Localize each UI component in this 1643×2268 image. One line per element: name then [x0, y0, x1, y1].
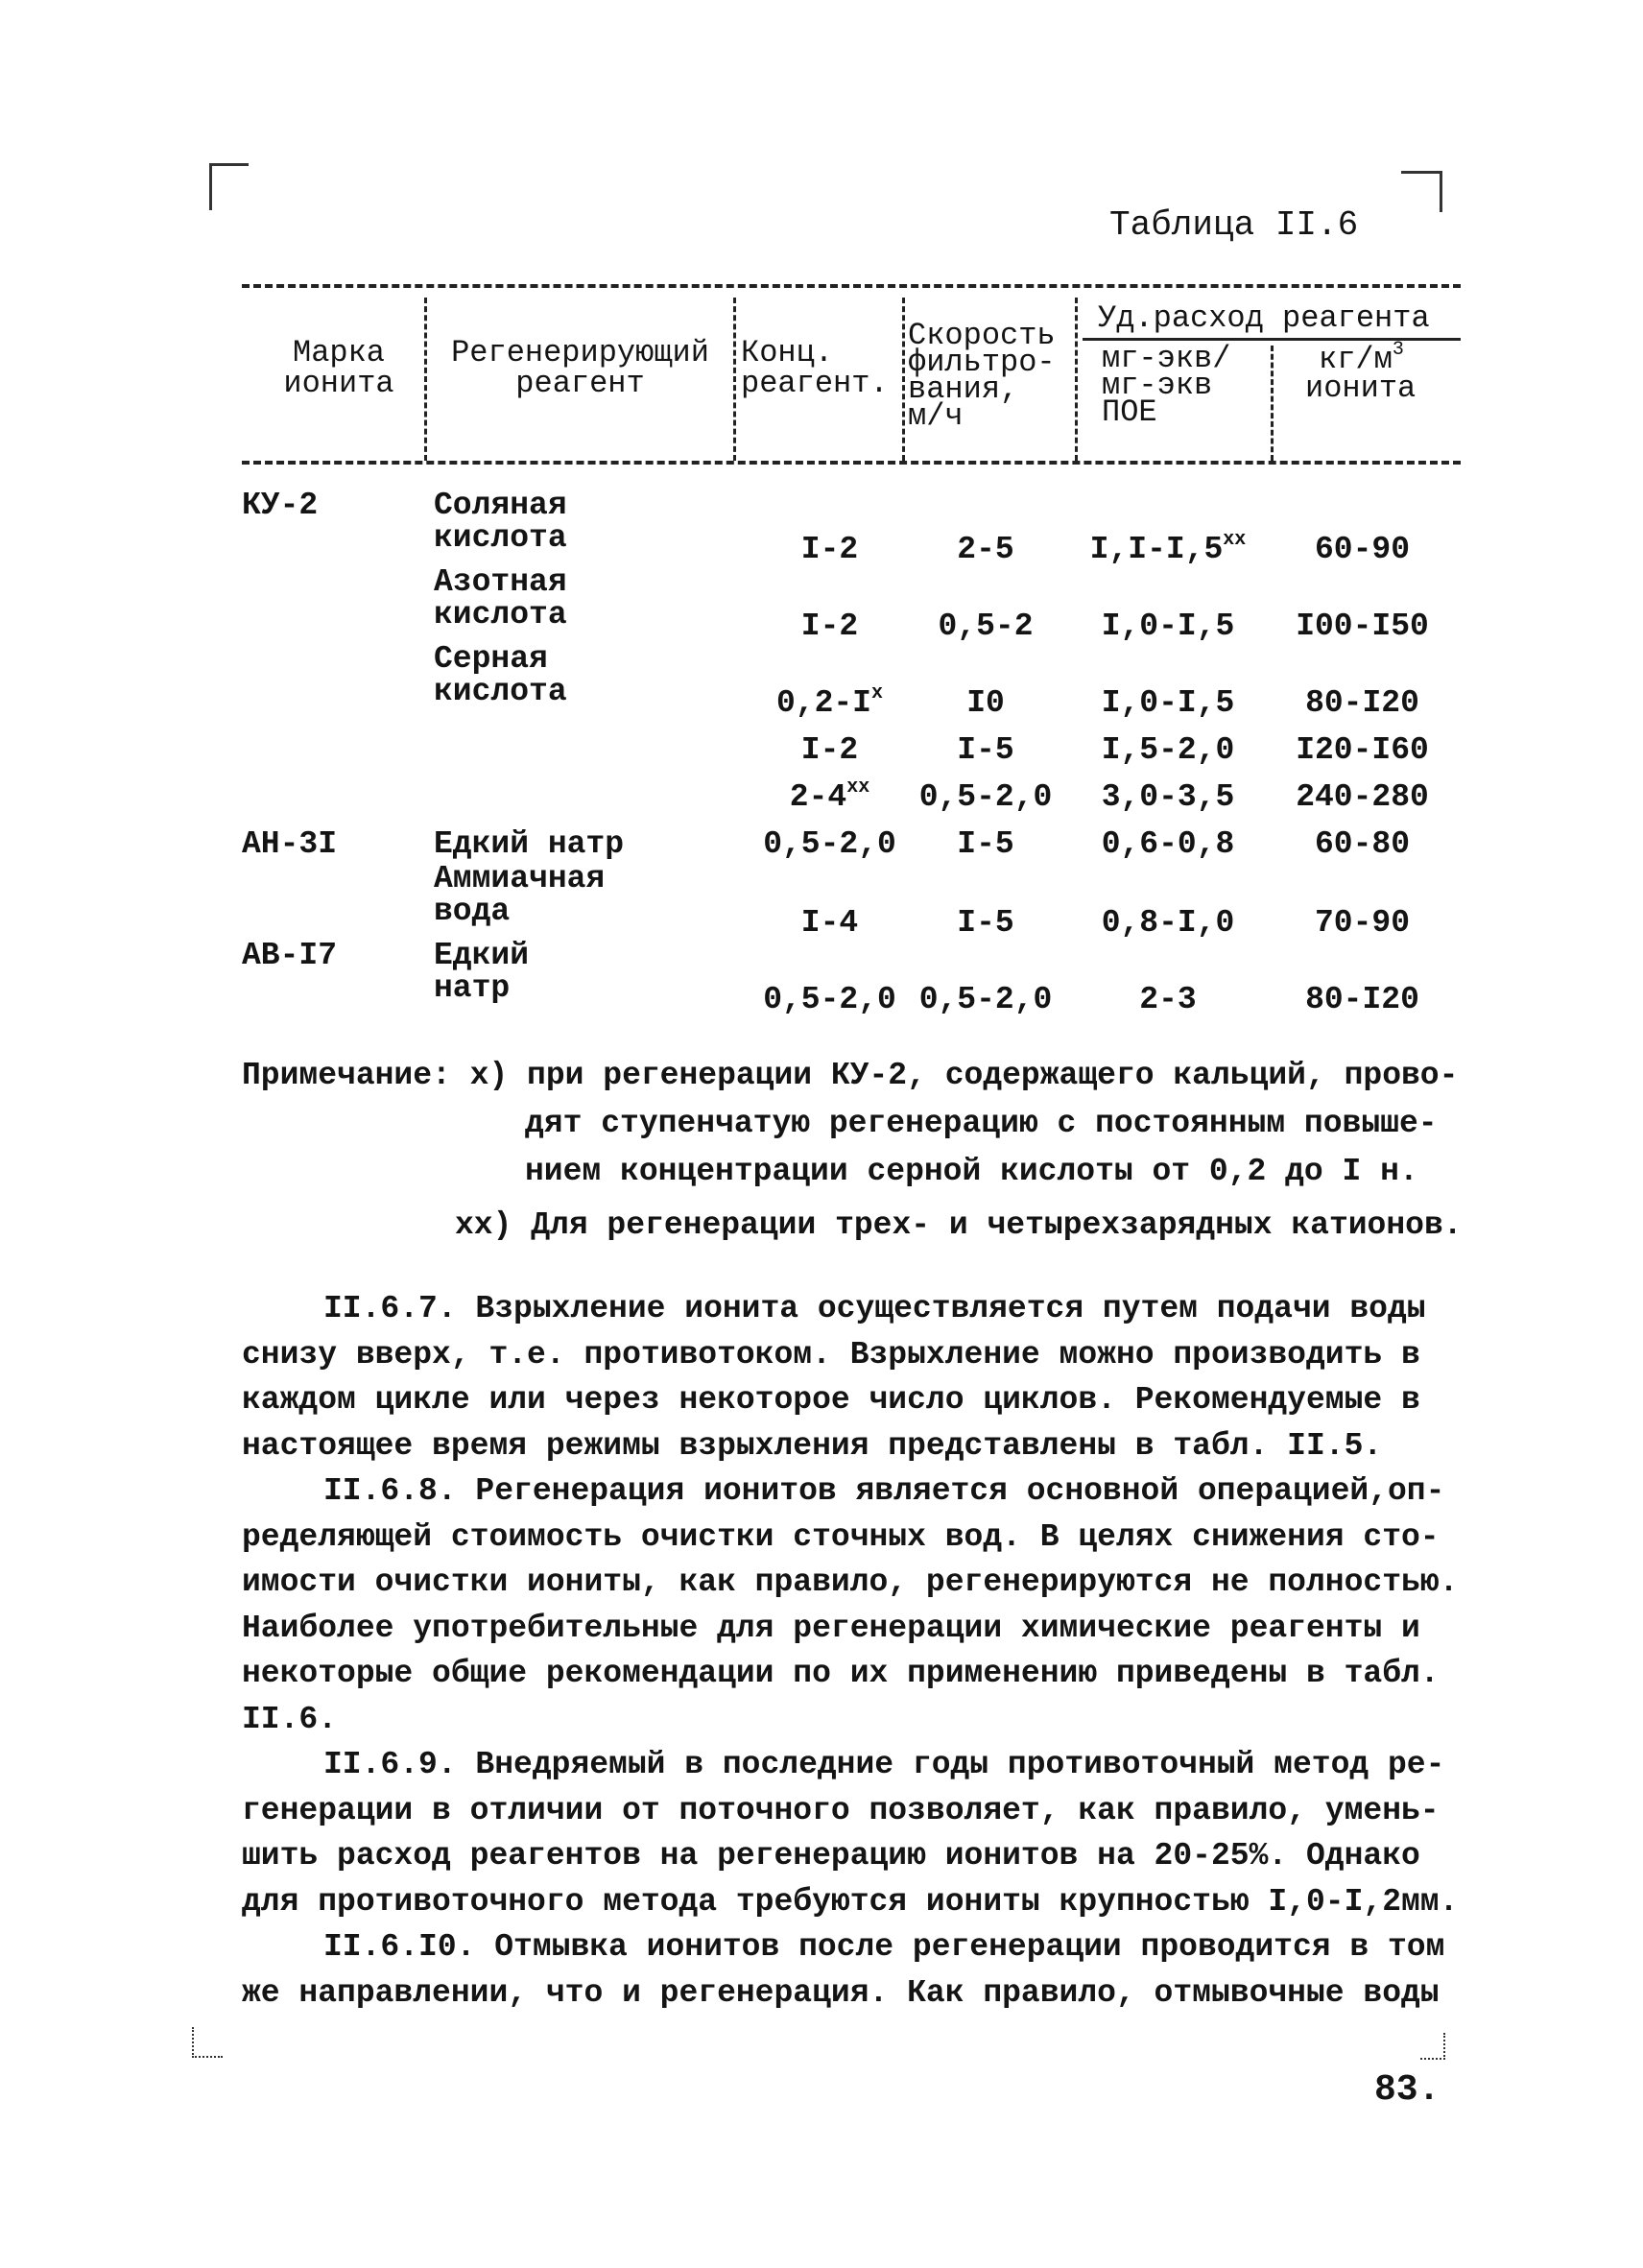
table-row: КУ-2 Соляная кислота I-2 2-5 $I,I-I,5^{хх}$ 60-90 — [242, 488, 1411, 567]
header-filtration-speed: Скорость фильтро- вания, м/ч — [908, 318, 1056, 434]
paragraph-ii-6-10: II.6.I0. Отмывка ионитов после регенерации проводится в том же направлении, что и регенерация. Как правило, отмывочные воды — [242, 1929, 1445, 2011]
paragraph-ii-6-9: II.6.9. Внедряемый в последние годы противоточный метод ре- генерации в отличии от поточного позволяет, как правило, умень- шить расход реагентов на регенерацию ионитов на 20-25%. Однако для противоточного метода требуются иониты крупностью I,0-I,2мм. — [242, 1747, 1459, 1920]
table-header — [242, 288, 1461, 461]
paragraph-ii-6-7: II.6.7. Взрыхление ионита осуществляется путем подачи воды снизу вверх, т.е. противотоком. Взрыхление можно производить в каждом цикле или через некоторое число циклов. Рекомендуемые в настоящее время режимы взрыхления представлены в табл. II.5. — [242, 1291, 1426, 1464]
header-concentration: Конц. реагент. — [741, 335, 889, 401]
table-row: Серная кислота $0,2-I^х$ I0 I,0-I,5 80-I20 — [434, 641, 1419, 721]
table-title: Таблица II.6 — [1109, 205, 1359, 245]
table-row: АН-3I Едкий натр 0,5-2,0 I-5 0,6-0,8 60-80 — [242, 826, 1411, 862]
header-brand: Марка ионита — [283, 335, 394, 401]
body-text — [242, 1286, 1461, 2016]
corner-mark-top-right — [1401, 171, 1442, 212]
table-row: Азотная кислота I-2 0,5-2 I,0-I,5 I00-I50 — [434, 564, 1429, 644]
table-row: I-2 I-5 I,5-2,0 I20-I60 — [800, 732, 1429, 768]
table-row: $2-4^{хх}$ 0,5-2,0 3,0-3,5 240-280 — [789, 776, 1429, 815]
table-row: АВ-I7 Едкий натр 0,5-2,0 0,5-2,0 2-3 80-I20 — [242, 938, 1419, 1017]
note-line: Примечание: х) при регенерации КУ-2, содержащего кальций, прово- — [242, 1058, 1459, 1093]
paragraph-ii-6-8: II.6.8. Регенерация ионитов является основной операцией,оп- ределяющей стоимость очистки сточных вод. В целях снижения сто- имости очистки иониты, как правило, регенерируются не полностью. Наиболее употребительные для регенерации химические реагенты и некоторые общие рекомендации по их применению приведены в табл. II.6. — [242, 1473, 1459, 1737]
corner-mark-top-left — [209, 163, 249, 210]
header-usage-group: Уд.расход реагента — [1098, 300, 1430, 336]
data-table — [242, 284, 1461, 1016]
table-row: Аммиачная вода I-4 I-5 0,8-I,0 70-90 — [434, 861, 1411, 941]
header-usage-kg: $кг/м^3$ ионита — [1305, 339, 1417, 406]
table-notes — [242, 1052, 1461, 1250]
page-number: 83. — [1374, 2069, 1441, 2111]
header-reagent: Регенерирующий реагент — [451, 335, 709, 401]
note-line: дят ступенчатую регенерацию с постоянным повыше- — [525, 1106, 1438, 1141]
header-usage-mg: мг-экв/ мг-экв ПОЕ — [1102, 341, 1231, 430]
note-line: хх) Для регенерации трех- и четырехзарядных катионов. — [455, 1207, 1463, 1243]
corner-mark-bottom-right — [1420, 2033, 1445, 2060]
note-line: нием концентрации серной кислоты от 0,2 до I н. — [525, 1154, 1418, 1189]
corner-mark-bottom-left — [192, 2027, 223, 2058]
